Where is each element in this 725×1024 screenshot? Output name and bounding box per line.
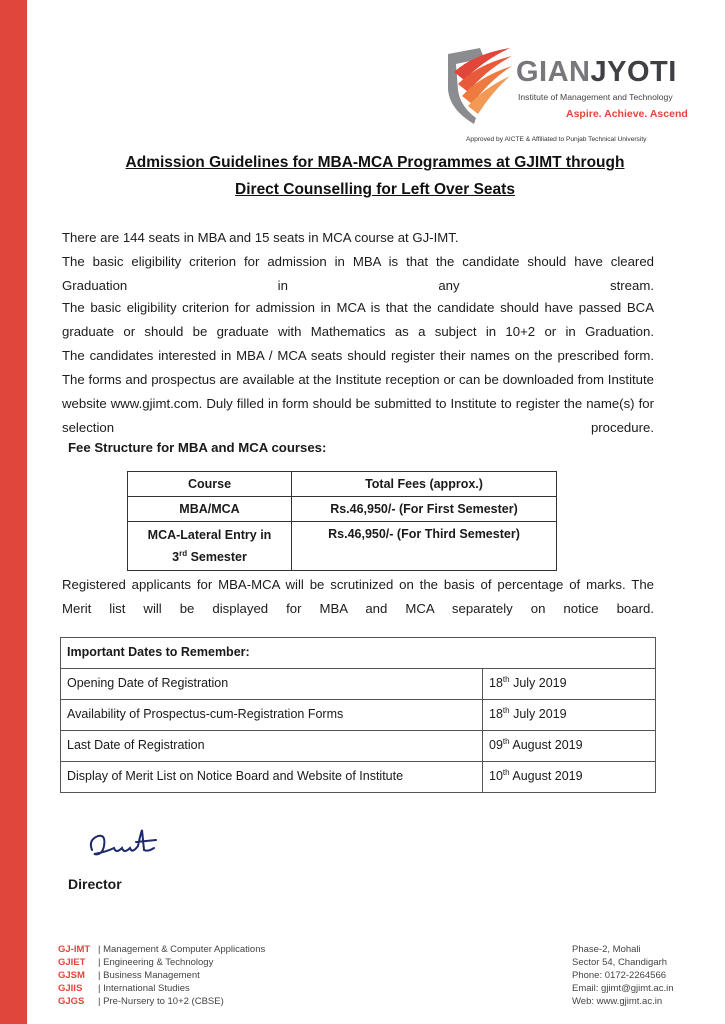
- list-item: GJGS | Pre-Nursery to 10+2 (CBSE): [58, 996, 224, 1007]
- date-month-year: August 2019: [512, 738, 583, 752]
- fee-table-header-row: [128, 472, 557, 497]
- date-suffix: th: [502, 736, 510, 746]
- footer-address: [572, 943, 674, 1008]
- school-name: Engineering & Technology: [103, 957, 214, 968]
- paragraph-seats: There are 144 seats in MBA and 15 seats in MCA course at GJ-IMT.: [62, 230, 459, 245]
- brand-name-part2: JYOTI: [590, 56, 677, 88]
- school-code: GJSM: [58, 970, 85, 981]
- dates-event: Last Date of Registration: [61, 731, 483, 762]
- paragraph-mba-eligibility: The basic eligibility criterion for admission in MBA is that the candidate should have cleared Graduation in any stream.: [62, 254, 654, 293]
- fee-amount-cell: Rs.46,950/- (For First Semester): [292, 497, 557, 522]
- list-item: GJ-IMT | Management & Computer Applications: [58, 944, 266, 955]
- important-dates-table: [60, 637, 656, 793]
- paragraph-merit: Registered applicants for MBA-MCA will be scrutinized on the basis of percentage of marks. The Merit list will be displayed for MBA and MCA separately on notice board.: [62, 577, 654, 616]
- fee-course-sem-num: 3: [172, 550, 180, 564]
- address-line: Phase-2, Mohali: [572, 944, 641, 955]
- date-day: 09: [489, 738, 503, 752]
- dates-row: [61, 700, 656, 731]
- gianjyoti-logo: [444, 44, 704, 136]
- school-name: Management & Computer Applications: [103, 944, 266, 955]
- fee-course-sem-word: Semester: [190, 550, 247, 564]
- list-item: GJIIS | International Studies: [58, 983, 190, 994]
- shield-logo-icon: [444, 44, 514, 126]
- date-day: 18: [489, 707, 503, 721]
- date-month-year: August 2019: [512, 769, 583, 783]
- paragraph-mca-eligibility: The basic eligibility criterion for admission in MCA is that the candidate should have passed BCA graduate or should be graduate with Mathematics as a subject in 10+2 or in Graduation.: [62, 300, 654, 339]
- fee-course-cell: [128, 522, 292, 571]
- school-name: Pre-Nursery to 10+2 (CBSE): [103, 996, 224, 1007]
- dates-date: [483, 669, 656, 700]
- fee-table-row: [128, 497, 557, 522]
- footer-schools-list: [58, 943, 265, 1008]
- date-suffix: th: [502, 705, 510, 715]
- tagline: Aspire. Achieve. Ascend: [566, 108, 688, 120]
- document-title-line2: Direct Counselling for Left Over Seats: [235, 181, 515, 198]
- director-label: Director: [68, 876, 122, 892]
- phone-line: Phone: 0172-2264566: [572, 970, 667, 981]
- school-name: International Studies: [103, 983, 190, 994]
- dates-event: Display of Merit List on Notice Board and Website of Institute: [61, 762, 483, 793]
- address-line: Sector 54, Chandigarh: [572, 957, 668, 968]
- fee-amount-cell: Rs.46,950/- (For Third Semester): [292, 522, 557, 571]
- web-line: Web: www.gjimt.ac.in: [572, 996, 663, 1007]
- brand-name: [516, 56, 677, 89]
- dates-heading-row: [61, 638, 656, 669]
- brand-name-part1: GIAN: [516, 56, 591, 88]
- fee-table: [127, 471, 557, 571]
- dates-date: [483, 762, 656, 793]
- school-code: GJIET: [58, 957, 86, 968]
- fee-course-sem-sup: rd: [179, 548, 188, 558]
- list-item: GJIET | Engineering & Technology: [58, 957, 214, 968]
- list-item: GJSM | Business Management: [58, 970, 200, 981]
- paragraph-registration: The candidates interested in MBA / MCA seats should register their names on the prescribed form. The forms and prospectus are available at the Institute reception or can be downloaded from Institute website www.gjimt.com. Duly filled in form should be submitted to Institute to register the name(s) for selection procedure.: [62, 348, 654, 435]
- email-line: Email: gjimt@gjimt.ac.in: [572, 983, 674, 994]
- institute-name: Institute of Management and Technology: [518, 92, 673, 102]
- school-code: GJGS: [58, 996, 85, 1007]
- date-suffix: th: [502, 674, 510, 684]
- dates-heading: Important Dates to Remember:: [61, 638, 656, 669]
- dates-row: [61, 731, 656, 762]
- fee-table-row: [128, 522, 557, 571]
- school-name: Business Management: [103, 970, 200, 981]
- date-day: 18: [489, 676, 503, 690]
- school-code: GJIIS: [58, 983, 83, 994]
- fee-col-total: Total Fees (approx.): [292, 472, 557, 497]
- approval-note: Approved by AICTE & Affiliated to Punjab Technical University: [466, 136, 647, 143]
- date-month-year: July 2019: [513, 707, 567, 721]
- dates-event: Opening Date of Registration: [61, 669, 483, 700]
- fee-structure-heading: Fee Structure for MBA and MCA courses:: [68, 440, 327, 455]
- fee-col-course: Course: [128, 472, 292, 497]
- date-month-year: July 2019: [513, 676, 567, 690]
- dates-date: [483, 700, 656, 731]
- fee-course-cell: MBA/MCA: [128, 497, 292, 522]
- school-code: GJ-IMT: [58, 944, 91, 955]
- dates-date: [483, 731, 656, 762]
- left-red-margin-bar: [0, 0, 27, 1024]
- date-day: 10: [489, 769, 503, 783]
- dates-row: [61, 669, 656, 700]
- dates-row: [61, 762, 656, 793]
- document-title-line1: Admission Guidelines for MBA-MCA Programmes at GJIMT through: [125, 154, 625, 171]
- fee-course-lateral: MCA-Lateral Entry in: [147, 528, 272, 542]
- handwritten-signature: [86, 826, 166, 866]
- date-suffix: th: [502, 767, 510, 777]
- dates-event: Availability of Prospectus-cum-Registration Forms: [61, 700, 483, 731]
